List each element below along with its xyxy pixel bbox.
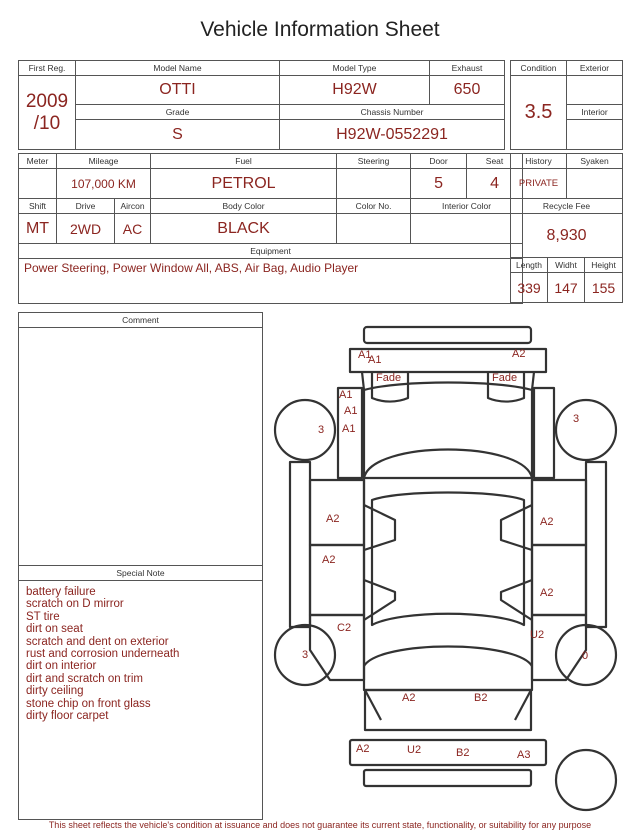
color-no-value [337, 214, 411, 244]
fuel-value: PETROL [151, 169, 337, 199]
mark-fade-right: Fade [492, 372, 518, 384]
width-label: Widht [548, 258, 585, 273]
mark-rear-bumper-b2: B2 [456, 747, 470, 759]
door-value: 5 [411, 169, 467, 199]
rear-bumper-lower [364, 770, 531, 786]
special-note-item: battery failure [26, 586, 96, 598]
interior-label: Interior [567, 105, 623, 120]
exterior-label: Exterior [567, 61, 623, 76]
body-color-label: Body Color [151, 199, 337, 214]
special-note-item: scratch on D mirror [26, 598, 124, 611]
chassis-value: H92W-0552291 [280, 120, 505, 150]
mark-door-right-front: A2 [540, 516, 554, 528]
aircon-value: AC [115, 214, 151, 244]
first-reg-year: 2009 [25, 90, 69, 112]
right-door-rear [532, 545, 586, 615]
left-door-rear [310, 545, 364, 615]
special-note-item: stone chip on front glass [26, 697, 151, 710]
mark-rear-bumper-u2: U2 [407, 744, 422, 756]
grade-label: Grade [76, 105, 280, 120]
fuel-label: Fuel [151, 154, 337, 169]
seat-value: 4 [467, 169, 523, 199]
chassis-label: Chassis Number [280, 105, 505, 120]
mark-tire-front-right: 3 [573, 413, 580, 425]
model-name-value: OTTI [76, 76, 280, 105]
roof [372, 493, 524, 626]
model-type-label: Model Type [280, 61, 430, 76]
mark-tire-rear-left: 3 [302, 649, 309, 661]
mileage-label: Mileage [57, 154, 151, 169]
special-note-item: scratch and dent on exterior [26, 635, 169, 648]
spare-tire [556, 750, 616, 810]
first-reg-value [19, 76, 76, 150]
equipment-value: Power Steering, Power Window All, ABS, Air Bag, Audio Player [19, 259, 523, 304]
steering-value [337, 169, 411, 199]
side-info-table [510, 153, 623, 303]
history-label: History [511, 154, 567, 169]
exhaust-label: Exhaust [430, 61, 505, 76]
interior-color-value [411, 214, 523, 244]
windshield [364, 450, 532, 479]
mark-quarter-right: U2 [530, 629, 545, 641]
mark-front-bumper-a1b: A1 [368, 354, 382, 366]
exhaust-value: 650 [430, 76, 505, 105]
model-name-label: Model Name [76, 61, 280, 76]
special-note-item: dirt on seat [26, 623, 83, 636]
right-door-front [532, 480, 586, 545]
special-note-item: rust and corrosion underneath [26, 648, 180, 661]
mark-fender-a1c: A1 [342, 423, 356, 435]
front-bumper-top [364, 327, 531, 343]
mark-rear-bumper-a3: A3 [517, 749, 531, 761]
interior-color-label: Interior Color [411, 199, 523, 214]
grade-value: S [76, 120, 280, 150]
length-label: Length [511, 258, 548, 273]
mark-tailgate-a2: A2 [402, 692, 416, 704]
mark-quarter-left: C2 [337, 622, 352, 634]
mileage-value: 107,000 KM [57, 169, 151, 199]
seat-label: Seat [467, 154, 523, 169]
comment-panel [18, 312, 263, 566]
steering-label: Steering [337, 154, 411, 169]
condition-label: Condition [511, 61, 567, 76]
first-reg-label: First Reg. [19, 61, 76, 76]
mark-tailgate-b2: B2 [474, 692, 488, 704]
special-note-item: dirty ceiling [26, 685, 84, 698]
first-reg-month: /10 [33, 112, 61, 134]
exterior-value [567, 76, 623, 105]
meter-value [19, 169, 57, 199]
mark-front-bumper-a1a: A1 [358, 349, 372, 361]
disclaimer-footer: This sheet reflects the vehicle's condition at issuance and does not guarantee its current state, functionality, or suitability for any purpose [48, 820, 592, 830]
condition-score: 3.5 [511, 76, 567, 150]
length-value: 339 [511, 273, 548, 303]
car-damage-diagram [262, 312, 640, 817]
mark-rear-bumper-a2: A2 [356, 743, 370, 755]
mark-door-right-rear: A2 [540, 587, 554, 599]
special-note-label: Special Note [19, 566, 262, 581]
left-sill-front [290, 462, 310, 627]
fender-right [534, 388, 554, 478]
special-note-item: ST tire [26, 610, 60, 623]
right-sill-front [586, 462, 606, 627]
drive-label: Drive [57, 199, 115, 214]
tire-front-left [275, 400, 335, 460]
top-info-table [18, 60, 505, 150]
vehicle-spec-table [18, 153, 523, 304]
syaken-label: Syaken [567, 154, 623, 169]
height-label: Height [585, 258, 623, 273]
drive-value: 2WD [57, 214, 115, 244]
mark-tire-front-left: 3 [318, 424, 325, 436]
history-value: PRIVATE [511, 169, 567, 199]
tailgate [365, 690, 531, 730]
mark-door-left-rear: A2 [322, 554, 336, 566]
mark-door-left-front: A2 [326, 513, 340, 525]
shift-value: MT [19, 214, 57, 244]
width-value: 147 [548, 273, 585, 303]
comment-label: Comment [19, 313, 262, 328]
equipment-label: Equipment [19, 244, 523, 259]
color-no-label: Color No. [337, 199, 411, 214]
special-note-item: dirt and scratch on trim [26, 672, 143, 685]
mark-fade-left: Fade [376, 372, 402, 384]
height-value: 155 [585, 273, 623, 303]
mark-fender-a1a: A1 [339, 389, 353, 401]
interior-value [567, 120, 623, 150]
meter-label: Meter [19, 154, 57, 169]
recycle-value: 8,930 [511, 214, 623, 258]
condition-table [510, 60, 623, 150]
model-type-value: H92W [280, 76, 430, 105]
special-note-item: dirty floor carpet [26, 710, 109, 723]
door-label: Door [411, 154, 467, 169]
aircon-label: Aircon [115, 199, 151, 214]
syaken-value [567, 169, 623, 199]
mark-tire-rear-right: 0 [582, 650, 589, 662]
mark-front-bumper-a2: A2 [512, 348, 526, 360]
body-color-value: BLACK [151, 214, 337, 244]
special-note-list [19, 581, 262, 722]
recycle-label: Recycle Fee [511, 199, 623, 214]
body-outline [364, 390, 532, 690]
mark-fender-a1b: A1 [344, 405, 358, 417]
sheet-title: Vehicle Information Sheet [200, 18, 440, 41]
shift-label: Shift [19, 199, 57, 214]
tire-front-right [556, 400, 616, 460]
special-note-item: dirt on interior [26, 660, 97, 673]
special-note-panel [18, 565, 263, 820]
rear-window [364, 647, 532, 667]
